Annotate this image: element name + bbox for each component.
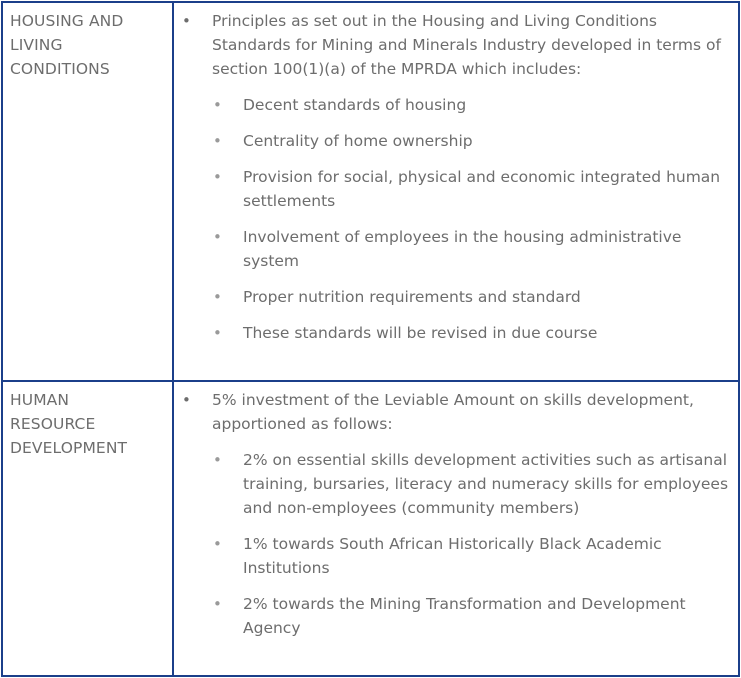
row-content-housing [174,3,738,380]
sub-bullet-text: Centrality of home ownership [243,132,473,150]
bullet-icon: • [182,391,191,409]
sub-bullet-text: Involvement of employees in the housing administrative system [243,228,682,270]
sub-bullet-item [174,448,738,520]
sub-bullet-icon: • [213,132,222,150]
sub-bullet-icon: • [213,324,222,342]
row-content-hr [174,382,738,677]
sub-bullet-item [174,165,738,213]
sub-bullet-text: Decent standards of housing [243,96,467,114]
sub-bullet-icon: • [213,168,222,186]
sub-bullet-text: 1% towards South African Historically Black Academic Institutions [243,535,662,577]
sub-bullet-item [174,321,738,345]
sub-bullet-item [174,532,738,580]
sub-bullet-item [174,93,738,117]
sub-bullet-text: 2% on essential skills development activities such as artisanal training, bursaries, literacy and numeracy skills for employees and non-employees (community members) [243,451,729,517]
table-row-housing [3,3,738,382]
table-row-hr [3,382,738,677]
bullet-icon: • [182,12,191,30]
main-bullet-item [174,9,738,81]
sub-bullet-text: 2% towards the Mining Transformation and Development Agency [243,595,686,637]
sub-bullet-item [174,129,738,153]
sub-bullet-icon: • [213,288,222,306]
sub-bullet-icon: • [213,595,222,613]
main-bullet-item [174,388,738,436]
sub-bullet-icon: • [213,96,222,114]
sub-bullet-list [174,93,738,345]
sub-bullet-icon: • [213,535,222,553]
sub-bullet-item [174,592,738,640]
main-bullet-text: 5% investment of the Leviable Amount on skills development, apportioned as follows: [212,391,694,433]
sub-bullet-icon: • [213,451,222,469]
row-label-hr: HUMAN RESOURCE DEVELOPMENT [3,382,174,677]
requirements-table [1,1,740,677]
sub-bullet-list [174,448,738,640]
main-bullet-text: Principles as set out in the Housing and Living Conditions Standards for Mining and Minerals Industry developed in terms of section 100(1)(a) of the MPRDA which includes: [212,12,721,78]
sub-bullet-text: Provision for social, physical and economic integrated human settlements [243,168,721,210]
sub-bullet-text: These standards will be revised in due course [243,324,598,342]
row-label-housing: HOUSING AND LIVING CONDITIONS [3,3,174,380]
sub-bullet-item [174,285,738,309]
sub-bullet-text: Proper nutrition requirements and standard [243,288,581,306]
sub-bullet-icon: • [213,228,222,246]
sub-bullet-item [174,225,738,273]
